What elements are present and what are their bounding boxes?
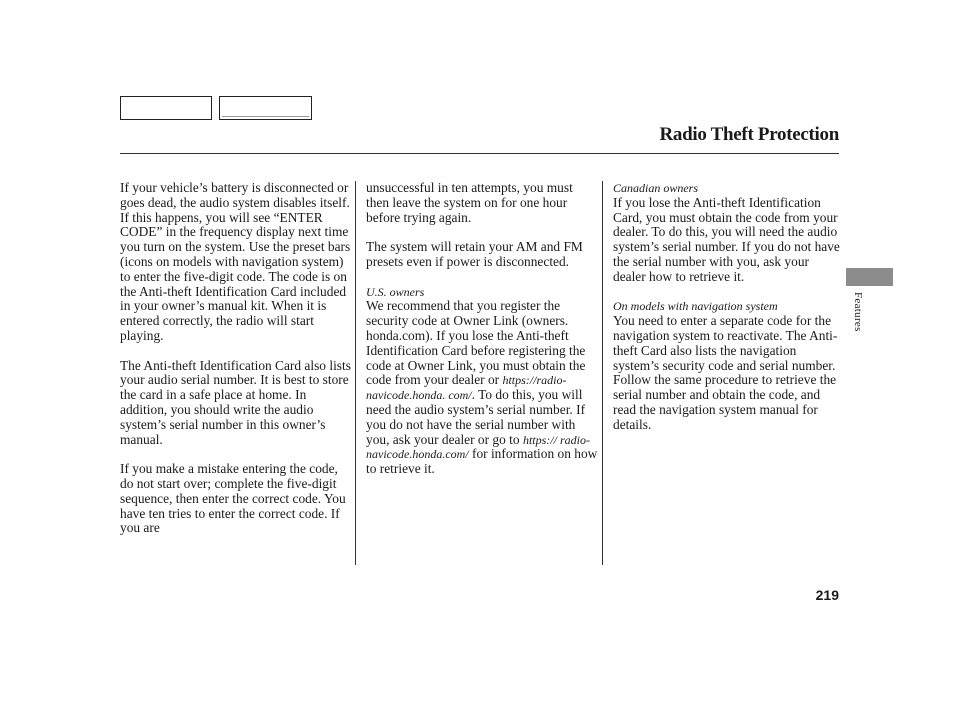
column-left [120, 181, 352, 551]
paragraph-unsuccessful: unsuccessful in ten attempts, you must then leave the system on for one hour before trying again. [366, 180, 573, 225]
section-tab [846, 268, 893, 286]
title-rule [120, 153, 839, 154]
paragraph-navigation-models: You need to enter a separate code for the navigation system to reactivate. The Anti-theft Card also lists the navigation system’s security code and serial number. Follow the same procedure to retrieve the serial number and obtain the code, and read the navigation system manual for details. [613, 313, 838, 432]
paragraph-us-owners [366, 299, 598, 477]
page-number: 219 [815, 587, 839, 603]
heading-navigation-models: On models with navigation system [613, 299, 778, 314]
column-middle [366, 181, 598, 492]
link-radio-navicode-1[interactable]: https://radio-navicode.honda. com/ [366, 373, 567, 403]
heading-us-owners: U.S. owners [366, 284, 425, 299]
us-text-a: We recommend that you register the security code at Owner Link (owners. honda.com). If you lose the Anti-theft Identification Card before registering the code at Owner Link, you must obtain the code from your dealer or [366, 298, 586, 388]
paragraph-mistake: If you make a mistake entering the code, do not start over; complete the five-digit sequence, then enter the correct code. You have ten tries to enter the correct code. If you are [120, 461, 346, 536]
column-divider-1 [355, 181, 356, 565]
nav-box-left [120, 96, 212, 120]
page-title: Radio Theft Protection [659, 124, 839, 145]
us-text-c: for information on how to retrieve it. [366, 446, 598, 477]
section-label: Features [852, 292, 864, 332]
paragraph-presets: The system will retain your AM and FM presets even if power is disconnected. [366, 239, 583, 269]
paragraph-canadian-owners: If you lose the Anti-theft Identification Card, you must obtain the code from your dealer. To do this, you will need the audio system’s serial number. If you do not have the serial number with you, ask your dealer how to retrieve it. [613, 194, 840, 284]
column-divider-2 [602, 181, 603, 565]
paragraph-card: The Anti-theft Identification Card also lists your audio serial number. It is best to store the card in a safe place at home. In addition, you should write the audio system’s serial number in this owner’s manual. [120, 357, 351, 447]
heading-canadian-owners: Canadian owners [613, 181, 699, 195]
us-text-b: . To do this, you will need the audio system’s serial number. If you do not have the serial number with you, ask your dealer or go to [366, 387, 586, 447]
link-radio-navicode-2[interactable]: https:// radio-navicode.honda.com/ [366, 432, 590, 462]
paragraph-battery: If your vehicle’s battery is disconnected or goes dead, the audio system disables itself. If this happens, you will see “ENTER CODE” in the frequency display next time you turn on the system. Use the preset bars (icons on models with navigation system) to enter the five-digit code. The code is on the Anti-theft Identification Card included in your owner’s manual kit. When it is entered correctly, the radio will start playing. [120, 180, 351, 343]
column-right [613, 181, 845, 447]
nav-box-right [219, 96, 312, 120]
